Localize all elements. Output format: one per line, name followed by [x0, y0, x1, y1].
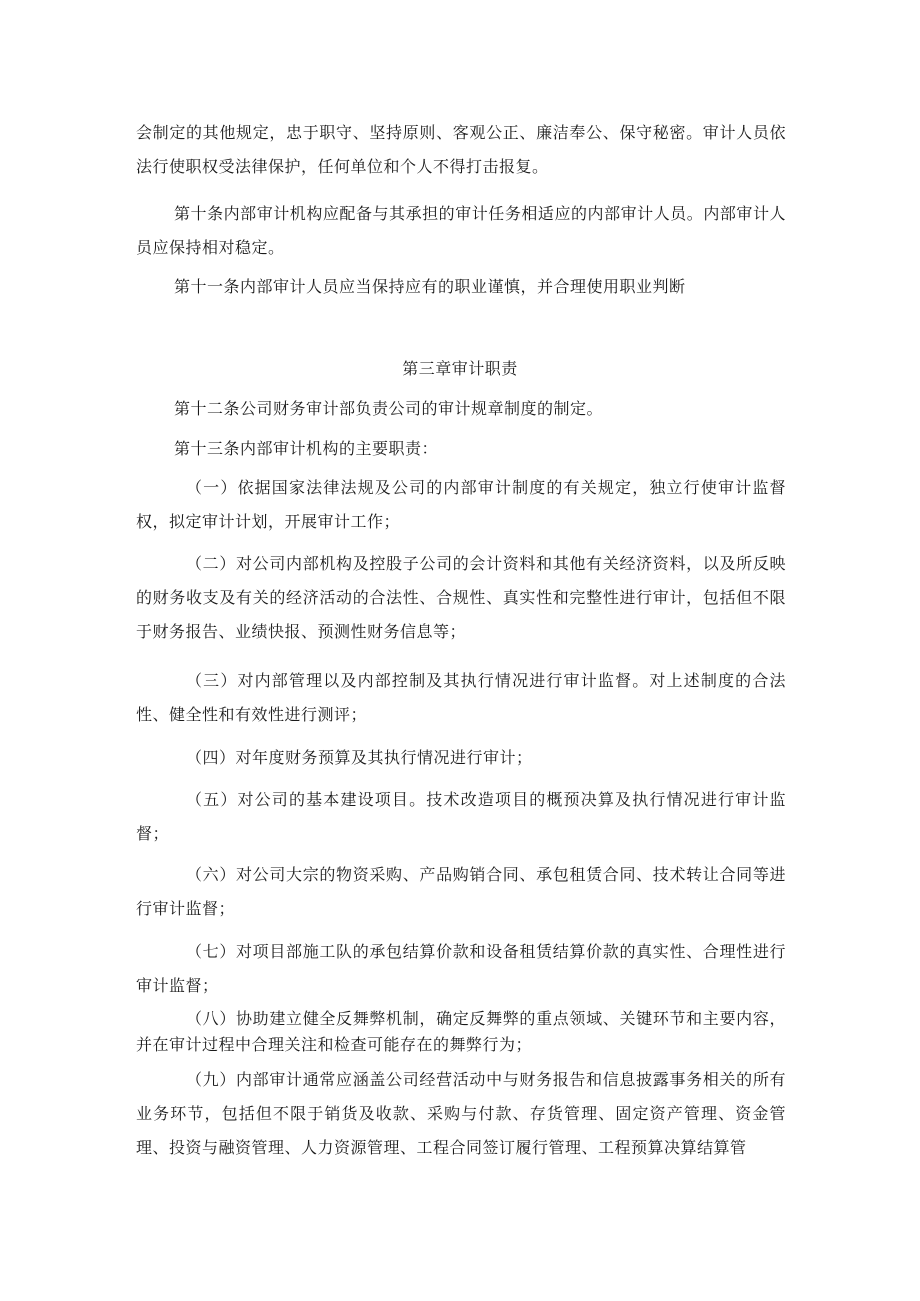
duty-item-5: （五）对公司的基本建设项目。技术改造项目的概预决算及执行情况进行审计监督； [136, 790, 786, 843]
article-10: 第十条内部审计机构应配备与其承担的审计任务相适应的内部审计人员。内部审计人员应保持相对稳定。 [136, 204, 786, 257]
duty-item-1: （一）依据国家法律法规及公司的内部审计制度的有关规定，独立行使审计监督权，拟定审计计划，开展审计工作； [136, 478, 786, 531]
article-13: 第十三条内部审计机构的主要职责： [174, 439, 439, 458]
duty-item-7: （七）对项目部施工队的承包结算价款和设备租赁结算价款的真实性、合理性进行审计监督； [136, 942, 786, 995]
duty-item-2: （二）对公司内部机构及控股子公司的会计资料和其他有关经济资料，以及所反映的财务收支及有关的经济活动的合法性、合规性、真实性和完整性进行审计，包括但不限于财务报告、业绩快报、预测性财务信息等； [136, 554, 786, 641]
article-11: 第十一条内部审计人员应当保持应有的职业谨慎，并合理使用职业判断 [174, 277, 686, 296]
article-12: 第十二条公司财务审计部负责公司的审计规章制度的制定。 [174, 399, 604, 418]
duty-item-9: （九）内部审计通常应涵盖公司经营活动中与财务报告和信息披露事务相关的所有业务环节，包括但不限于销货及收款、采购与付款、存货管理、固定资产管理、资金管理、投资与融资管理、人力资源管理、工程合同签订履行管理、工程预算决算结算管 [136, 1070, 786, 1157]
duty-item-6: （六）对公司大宗的物资采购、产品购销合同、承包租赁合同、技术转让合同等进行审计监督； [136, 865, 786, 918]
duty-item-8: （八）协助建立健全反舞弊机制，确定反舞弊的重点领域、关键环节和主要内容，并在审计过程中合理关注和检查可能存在的舞弊行为； [136, 1009, 786, 1054]
duty-item-3: （三）对内部管理以及内部控制及其执行情况进行审计监督。对上述制度的合法性、健全性和有效性进行测评； [136, 671, 786, 724]
paragraph-continuation: 会制定的其他规定，忠于职守、坚持原则、客观公正、廉洁奉公、保守秘密。审计人员依法行使职权受法律保护，任何单位和个人不得打击报复。 [136, 123, 786, 176]
chapter-title: 第三章审计职责 [402, 359, 518, 378]
duty-item-4: （四）对年度财务预算及其执行情况进行审计； [186, 748, 533, 767]
